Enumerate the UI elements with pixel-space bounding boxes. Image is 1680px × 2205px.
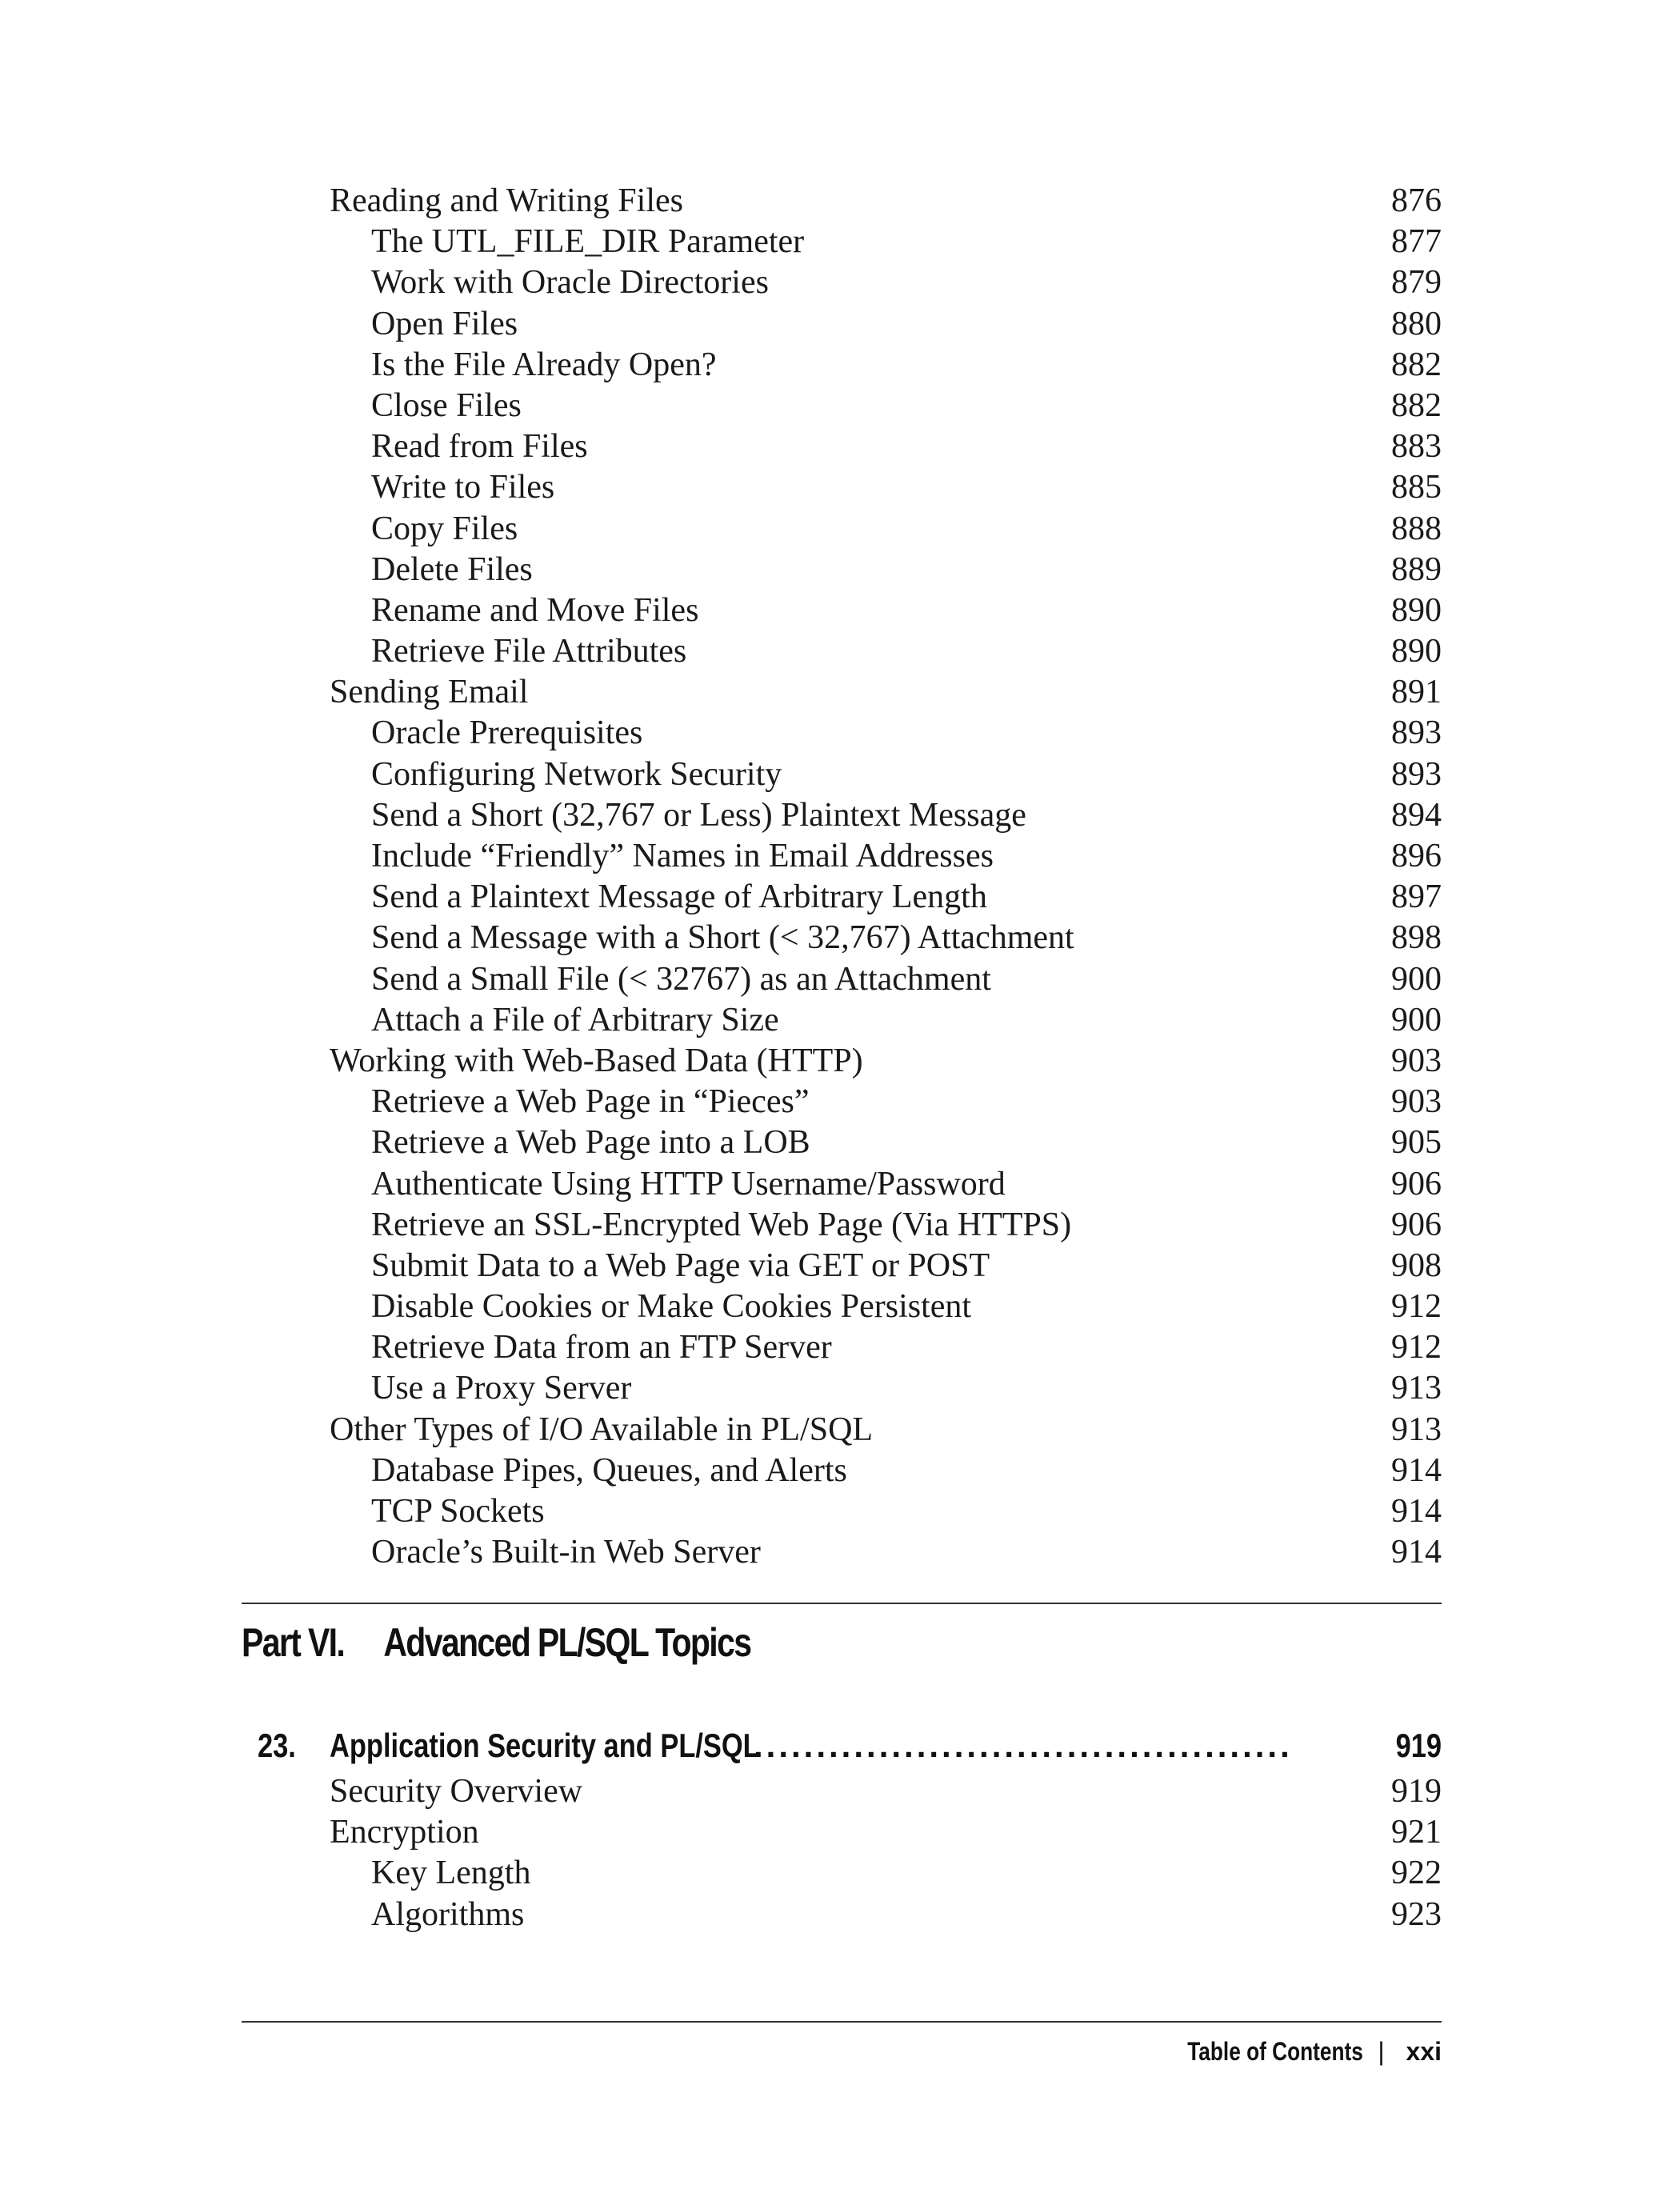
toc-entry-page: 880	[1391, 305, 1442, 342]
toc-entry-page: 903	[1391, 1083, 1442, 1121]
toc-entry[interactable]	[330, 877, 1442, 918]
toc-entry[interactable]	[330, 181, 1442, 222]
toc-entry[interactable]	[330, 1164, 1442, 1205]
toc-entry-page: 913	[1391, 1411, 1442, 1448]
toc-entry[interactable]	[330, 1812, 1442, 1853]
toc-entry-title: Working with Web-Based Data (HTTP)	[330, 1042, 863, 1079]
toc-entry-title: Key Length	[371, 1855, 531, 1892]
toc-entry[interactable]	[330, 1082, 1442, 1123]
toc-entry[interactable]	[330, 1205, 1442, 1246]
toc-entry-title: Retrieve a Web Page into a LOB	[371, 1124, 810, 1162]
part-divider-rule	[242, 1603, 1442, 1604]
footer-rule	[242, 2021, 1442, 2023]
toc-entry-page: 879	[1391, 264, 1442, 302]
part-title: Advanced PL/SQL Topics	[383, 1620, 751, 1665]
toc-entry-title: Work with Oracle Directories	[371, 264, 769, 302]
toc-entry[interactable]	[330, 1287, 1442, 1327]
chapter-leader-dots: ...........................................	[754, 1727, 1293, 1764]
toc-entry-title: Retrieve File Attributes	[371, 633, 687, 670]
toc-entry[interactable]	[330, 426, 1442, 467]
toc-entry[interactable]	[330, 1327, 1442, 1368]
toc-entry[interactable]	[330, 713, 1442, 754]
toc-entry-page: 882	[1391, 386, 1442, 424]
toc-entry[interactable]	[330, 795, 1442, 836]
footer-separator: |	[1378, 2037, 1385, 2066]
toc-entry-title: Send a Plaintext Message of Arbitrary Length	[371, 878, 987, 916]
toc-entry-page: 896	[1391, 838, 1442, 874]
toc-entry-page: 885	[1391, 469, 1442, 506]
toc-entry-title: Sending Email	[330, 674, 529, 711]
toc-entry[interactable]	[330, 262, 1442, 303]
toc-entry[interactable]	[330, 918, 1442, 958]
chapter-title: Application Security and PL/SQL	[330, 1727, 760, 1764]
toc-entry[interactable]	[330, 509, 1442, 550]
toc-entry-page: 922	[1391, 1855, 1442, 1892]
toc-entry-title: Close Files	[371, 386, 522, 424]
page-footer	[1149, 2037, 1442, 2067]
toc-entry-title: TCP Sockets	[371, 1493, 545, 1530]
toc-entry-title: Read from Files	[371, 428, 588, 466]
toc-entry-title: Delete Files	[371, 550, 533, 588]
toc-entry-title: Include “Friendly” Names in Email Addresses	[371, 838, 994, 874]
toc-entry-page: 903	[1391, 1042, 1442, 1079]
toc-entry-page: 890	[1391, 591, 1442, 629]
toc-entry[interactable]	[330, 754, 1442, 795]
toc-entry[interactable]	[330, 1000, 1442, 1041]
toc-entry[interactable]	[330, 304, 1442, 345]
chapter-number: 23.	[258, 1727, 296, 1764]
toc-entry-title: Authenticate Using HTTP Username/Password	[371, 1165, 1006, 1203]
chapter-page-number: 919	[1395, 1727, 1442, 1764]
toc-entry-title: Send a Message with a Short (< 32,767) Attachment	[371, 919, 1074, 957]
toc-entry-title: Retrieve Data from an FTP Server	[371, 1329, 832, 1367]
toc-entry[interactable]	[330, 345, 1442, 386]
toc-entry[interactable]	[330, 1491, 1442, 1532]
toc-entry[interactable]	[330, 590, 1442, 631]
toc-entry-page: 914	[1391, 1534, 1442, 1571]
toc-entry-title: Algorithms	[371, 1895, 525, 1933]
toc-entry-title: Configuring Network Security	[371, 755, 782, 793]
toc-entry-page: 900	[1391, 1001, 1442, 1038]
toc-entry-page: 893	[1391, 755, 1442, 793]
toc-entry[interactable]	[330, 222, 1442, 262]
part-label: Part VI.	[242, 1620, 345, 1665]
toc-entry-title: Retrieve a Web Page in “Pieces”	[371, 1083, 810, 1121]
toc-entry[interactable]	[330, 1246, 1442, 1287]
toc-entry-title: Open Files	[371, 305, 518, 342]
toc-entry-title: Send a Short (32,767 or Less) Plaintext Message	[371, 796, 1026, 834]
toc-entry-page: 905	[1391, 1124, 1442, 1162]
toc-entry-page: 893	[1391, 714, 1442, 752]
toc-entry-page: 914	[1391, 1451, 1442, 1489]
toc-entry-title: Is the File Already Open?	[371, 346, 717, 383]
toc-entry-title: Disable Cookies or Make Cookies Persistent	[371, 1288, 972, 1326]
toc-entry-title: Write to Files	[371, 469, 555, 506]
toc-entry-title: Submit Data to a Web Page via GET or POST	[371, 1247, 990, 1284]
toc-entry-page: 919	[1391, 1773, 1442, 1810]
toc-entry-title: Other Types of I/O Available in PL/SQL	[330, 1411, 874, 1448]
toc-entry-title: Database Pipes, Queues, and Alerts	[371, 1451, 847, 1489]
toc-entry-page: 891	[1391, 674, 1442, 711]
toc-entry-title: Encryption	[330, 1814, 479, 1851]
toc-entry[interactable]	[330, 631, 1442, 672]
toc-entry[interactable]	[330, 959, 1442, 1000]
toc-entry[interactable]	[330, 1368, 1442, 1409]
toc-entry-title: The UTL_FILE_DIR Parameter	[371, 223, 805, 261]
toc-entry[interactable]	[330, 1041, 1442, 1082]
toc-section-io	[330, 181, 1442, 1573]
toc-entry-page: 923	[1391, 1895, 1442, 1933]
footer-page-number: xxi	[1406, 2037, 1442, 2066]
toc-entry-title: Oracle Prerequisites	[371, 714, 643, 752]
toc-entry-title: Use a Proxy Server	[371, 1370, 632, 1407]
toc-entry-page: 890	[1391, 633, 1442, 670]
toc-entry-title: Retrieve an SSL-Encrypted Web Page (Via HTTPS)	[371, 1206, 1072, 1243]
part-heading	[242, 1619, 750, 1666]
toc-entry[interactable]	[330, 467, 1442, 508]
toc-entry-page: 914	[1391, 1493, 1442, 1530]
toc-entry-title: Oracle’s Built-in Web Server	[371, 1534, 761, 1571]
toc-entry-page: 883	[1391, 428, 1442, 466]
toc-entry[interactable]	[330, 1410, 1442, 1451]
toc-entry-page: 912	[1391, 1329, 1442, 1367]
toc-section-security	[330, 1771, 1442, 1935]
toc-entry-title: Attach a File of Arbitrary Size	[371, 1001, 779, 1038]
toc-entry-page: 888	[1391, 510, 1442, 547]
toc-entry-page: 906	[1391, 1206, 1442, 1243]
toc-entry[interactable]	[330, 836, 1442, 877]
toc-entry-page: 921	[1391, 1814, 1442, 1851]
toc-entry-title: Copy Files	[371, 510, 518, 547]
toc-entry[interactable]	[330, 386, 1442, 426]
toc-entry[interactable]	[330, 1532, 1442, 1573]
toc-entry[interactable]	[330, 1853, 1442, 1894]
toc-entry-title: Send a Small File (< 32767) as an Attachment	[371, 960, 991, 998]
toc-entry-title: Reading and Writing Files	[330, 182, 683, 219]
footer-label: Table of Contents	[1186, 2037, 1363, 2066]
toc-entry[interactable]	[330, 1451, 1442, 1491]
chapter-entry[interactable]	[242, 1727, 1442, 1771]
toc-entry-page: 889	[1391, 550, 1442, 588]
toc-entry[interactable]	[330, 1895, 1442, 1935]
toc-entry-title: Security Overview	[330, 1773, 583, 1810]
toc-entry-page: 906	[1391, 1165, 1442, 1203]
toc-entry-title: Rename and Move Files	[371, 591, 699, 629]
toc-entry-page: 882	[1391, 346, 1442, 383]
toc-entry-page: 897	[1391, 878, 1442, 916]
toc-entry-page: 877	[1391, 223, 1442, 261]
toc-entry-page: 912	[1391, 1288, 1442, 1326]
toc-entry[interactable]	[330, 1123, 1442, 1163]
toc-entry-page: 908	[1391, 1247, 1442, 1284]
toc-entry-page: 876	[1391, 182, 1442, 219]
toc-entry-page: 898	[1391, 919, 1442, 957]
toc-entry[interactable]	[330, 550, 1442, 590]
toc-entry-page: 913	[1391, 1370, 1442, 1407]
toc-entry-page: 894	[1391, 796, 1442, 834]
toc-entry[interactable]	[330, 672, 1442, 713]
toc-entry-page: 900	[1391, 960, 1442, 998]
toc-entry[interactable]	[330, 1771, 1442, 1812]
